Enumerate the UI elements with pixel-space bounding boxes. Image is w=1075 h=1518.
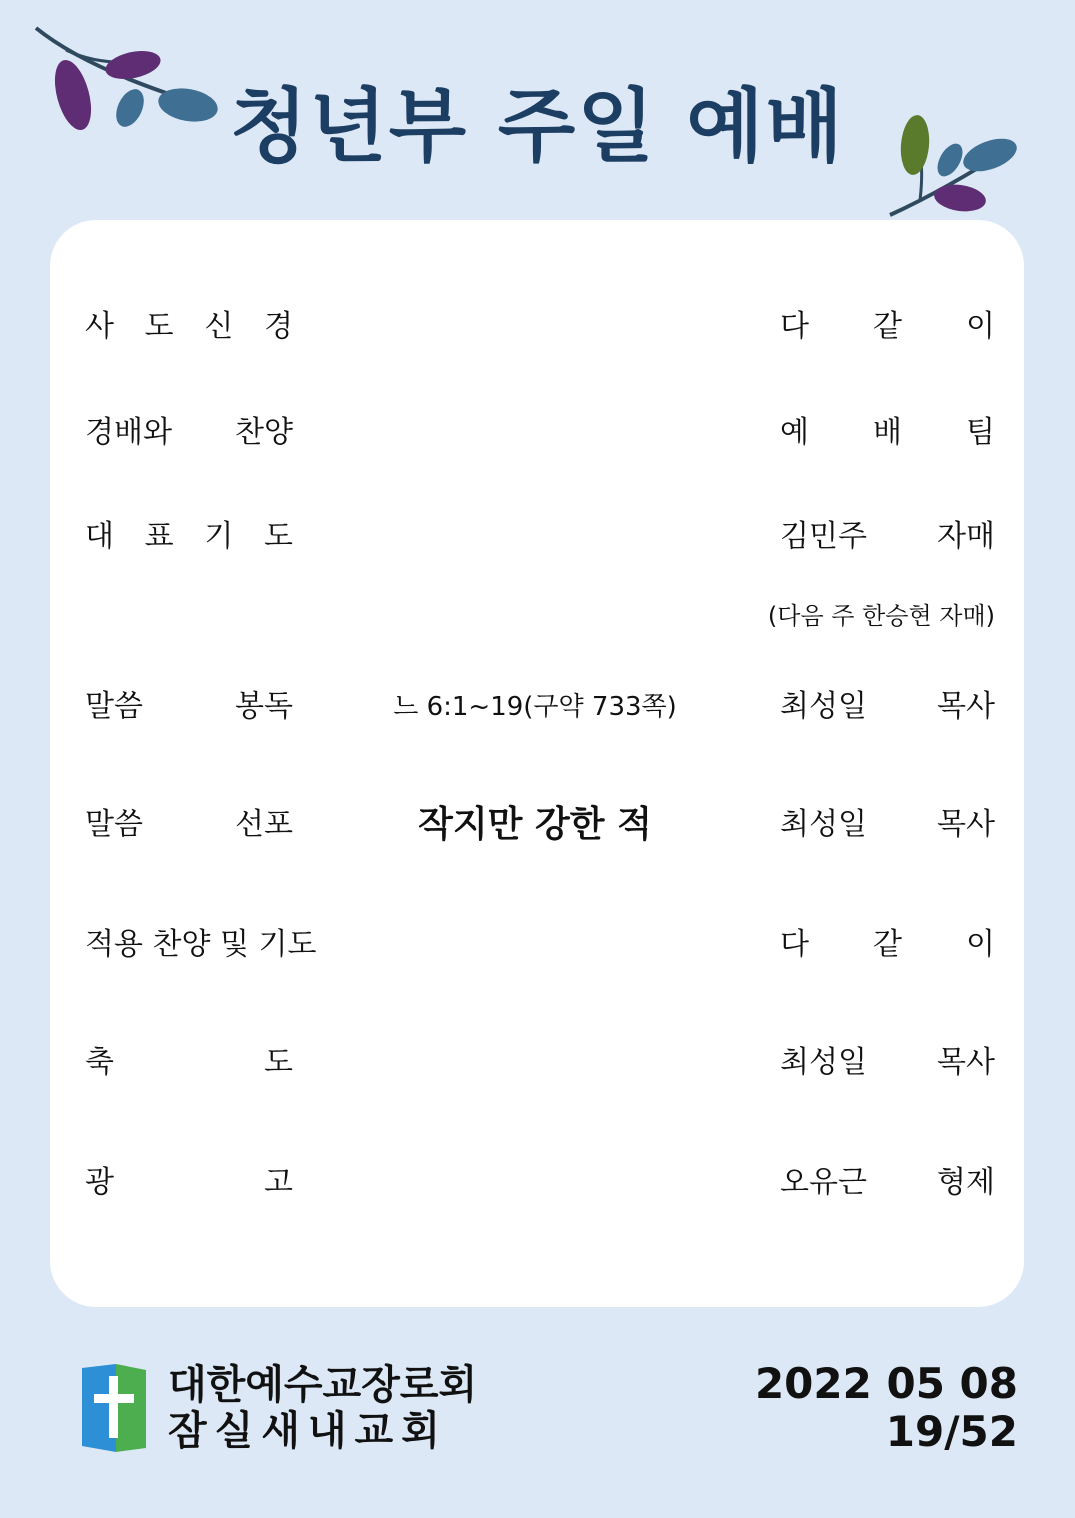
order-item-label: 광 고 <box>85 1165 293 1200</box>
week-number: 19/52 <box>885 1407 1018 1456</box>
order-row <box>50 1038 1024 1088</box>
order-item-label: 경배와 찬양 <box>85 415 293 450</box>
church-name-block <box>168 1362 477 1454</box>
denomination-name: 대한예수교장로회 <box>168 1362 478 1408</box>
page-title: 청년부 주일 예배 <box>230 80 845 173</box>
order-item-label: 사 도 신 경 <box>85 309 293 344</box>
order-row <box>50 800 1024 850</box>
order-item-person: 다 같 이 <box>780 927 995 962</box>
order-item-person: 최성일 목사 <box>780 1045 995 1080</box>
order-item-person: 예 배 팀 <box>780 415 995 450</box>
order-item-label: 대 표 기 도 <box>85 519 293 554</box>
date-block <box>755 1360 1018 1456</box>
order-row <box>50 408 1024 458</box>
order-item-person: 김민주 자매 <box>780 519 995 554</box>
order-row <box>50 920 1024 970</box>
order-item-person: 오유근 형제 <box>780 1165 995 1200</box>
next-week-prayer-note: (다음 주 한승현 자매) <box>767 602 995 630</box>
scripture-reference: 느 6:1~19(구약 733쪽) <box>393 692 677 722</box>
order-row <box>50 1158 1024 1208</box>
order-item-person: 최성일 목사 <box>780 807 995 842</box>
order-row <box>50 512 1024 562</box>
order-item-label: 축 도 <box>85 1045 293 1080</box>
order-item-label: 말씀 봉독 <box>85 689 293 724</box>
service-date: 2022 05 08 <box>754 1359 1018 1408</box>
order-item-person: 다 같 이 <box>780 309 995 344</box>
sermon-title: 작지만 강한 적 <box>418 804 652 845</box>
church-name: 잠실새내교회 <box>168 1408 448 1454</box>
order-item-label: 적용 찬양 및 기도 <box>85 927 317 962</box>
worship-order-card <box>50 220 1024 1307</box>
order-row <box>50 682 1024 732</box>
cross-logo-icon <box>80 1362 148 1454</box>
order-item-person: 최성일 목사 <box>780 689 995 724</box>
order-row <box>50 302 1024 352</box>
order-item-label: 말씀 선포 <box>85 807 293 842</box>
